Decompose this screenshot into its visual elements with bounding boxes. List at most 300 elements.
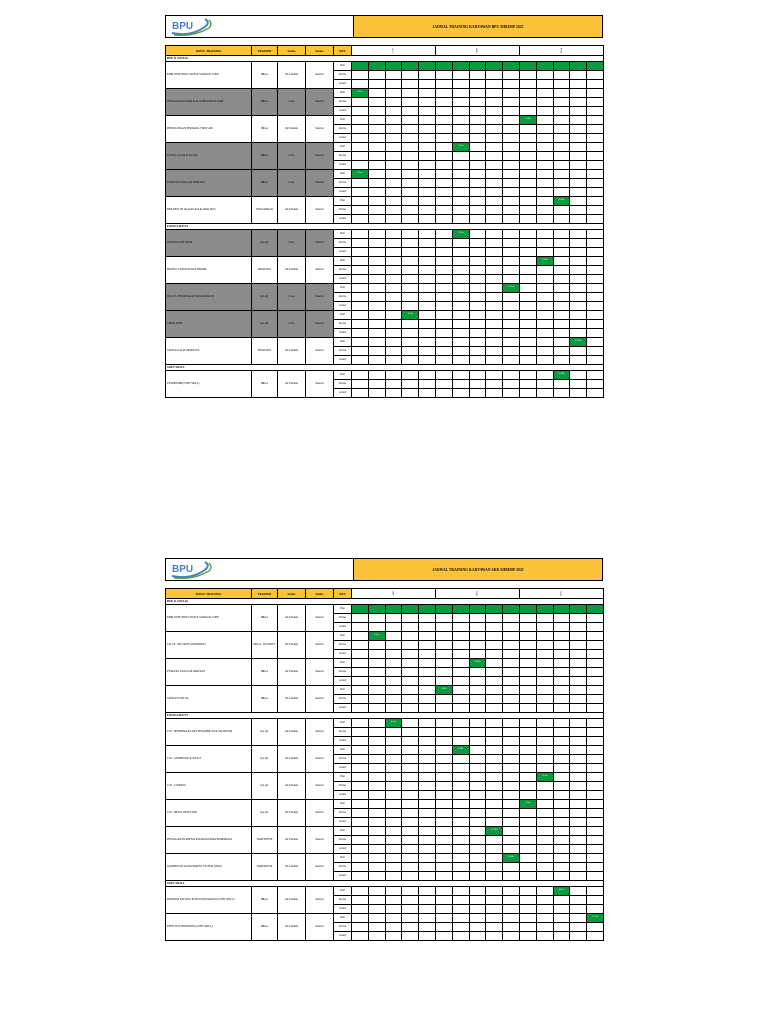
week-cell — [536, 923, 553, 932]
week-cell — [520, 914, 537, 923]
week-cell — [385, 116, 402, 125]
week-cell — [553, 71, 570, 80]
week-cell — [469, 284, 486, 293]
week-cell — [419, 347, 436, 356]
ket-cell: Revise — [334, 695, 352, 704]
week-cell — [469, 737, 486, 746]
week-cell — [352, 614, 369, 623]
plan-marker: 27 Jun — [587, 914, 604, 923]
ket-cell: Actual — [334, 80, 352, 89]
week-cell — [352, 818, 369, 827]
week-cell — [486, 605, 503, 614]
schedule-sheet-1 — [165, 15, 603, 398]
week-cell — [536, 854, 553, 863]
week-cell — [503, 62, 520, 71]
week-cell — [435, 125, 452, 134]
week-cell — [520, 728, 537, 737]
week-cell — [570, 179, 587, 188]
week-cell — [469, 764, 486, 773]
week-cell — [503, 809, 520, 818]
week-cell — [419, 188, 436, 197]
week-cell — [368, 737, 385, 746]
week-cell — [536, 215, 553, 224]
week-cell — [402, 932, 419, 941]
week-cell — [536, 827, 553, 836]
week-cell — [520, 719, 537, 728]
ket-cell: Plan — [334, 719, 352, 728]
week-cell — [570, 650, 587, 659]
week-cell — [520, 872, 537, 881]
week-cell — [352, 872, 369, 881]
week-cell — [536, 659, 553, 668]
week-cell — [436, 668, 453, 677]
week-cell — [402, 887, 419, 896]
ket-cell: Plan — [334, 371, 352, 380]
ket-cell: Revise — [334, 782, 352, 791]
status-cell: Close — [278, 143, 306, 170]
week-cell — [587, 704, 604, 713]
week-cell — [469, 932, 486, 941]
week-cell — [536, 71, 553, 80]
week-cell — [402, 302, 419, 311]
week-cell — [553, 914, 570, 923]
week-cell — [452, 389, 469, 398]
week-cell — [570, 659, 587, 668]
ket-cell: Plan — [334, 170, 352, 179]
week-cell — [536, 686, 553, 695]
week-cell — [469, 791, 486, 800]
week-cell — [536, 872, 553, 881]
training-table — [165, 588, 604, 941]
week-cell — [570, 329, 587, 338]
week-cell — [368, 107, 385, 116]
week-cell — [402, 836, 419, 845]
week-cell — [419, 257, 436, 266]
week-cell — [469, 248, 486, 257]
week-cell — [553, 932, 570, 941]
week-cell — [368, 932, 385, 941]
week-cell — [503, 206, 520, 215]
week-cell — [419, 686, 436, 695]
week-cell — [452, 809, 469, 818]
week-cell — [469, 143, 486, 152]
plan-marker: 16 Apr — [385, 719, 402, 728]
week-cell — [452, 239, 469, 248]
week-cell — [503, 389, 520, 398]
table-row — [166, 914, 604, 923]
week-cell — [570, 923, 587, 932]
week-cell — [519, 197, 536, 206]
status-cell: On Schedule — [278, 827, 306, 854]
week-cell — [452, 62, 469, 71]
week-cell — [352, 62, 369, 71]
week-cell — [486, 230, 503, 239]
week-cell — [570, 98, 587, 107]
week-cell — [553, 338, 570, 347]
week-cell — [452, 641, 469, 650]
week-cell — [436, 773, 453, 782]
week-cell — [536, 905, 553, 914]
week-cell — [419, 215, 436, 224]
ket-cell: Plan — [334, 827, 352, 836]
week-cell — [419, 632, 436, 641]
week-cell — [452, 755, 469, 764]
ket-cell: Revise — [334, 98, 352, 107]
week-cell — [368, 143, 385, 152]
week-cell — [553, 293, 570, 302]
week-cell — [570, 827, 587, 836]
plan-marker: 14 Mei — [469, 659, 486, 668]
week-cell — [469, 347, 486, 356]
week-cell — [503, 605, 520, 614]
week-cell — [419, 89, 436, 98]
week-cell — [402, 872, 419, 881]
week-cell — [469, 188, 486, 197]
week-cell — [519, 134, 536, 143]
bpu-logo — [170, 18, 214, 36]
week-cell — [452, 284, 469, 293]
week-cell — [385, 932, 402, 941]
week-cell — [553, 800, 570, 809]
week-cell — [352, 116, 369, 125]
week-cell — [419, 854, 436, 863]
week-cell — [486, 170, 503, 179]
week-cell — [486, 356, 503, 365]
week-cell — [385, 134, 402, 143]
week-cell — [553, 170, 570, 179]
week-cell — [402, 116, 419, 125]
week-cell — [436, 728, 453, 737]
week-cell — [419, 650, 436, 659]
plan-marker: 8 Mei — [452, 746, 469, 755]
week-cell — [419, 311, 436, 320]
trainer-cell: QA-QC — [252, 773, 278, 800]
week-cell — [553, 632, 570, 641]
week-cell — [452, 896, 469, 905]
week-cell — [385, 188, 402, 197]
week-cell — [368, 923, 385, 932]
week-cell — [435, 62, 452, 71]
week-cell — [536, 695, 553, 704]
status-cell: On Schedule — [278, 914, 306, 941]
week-cell — [452, 614, 469, 623]
week-cell — [587, 98, 604, 107]
week-cell — [436, 677, 453, 686]
week-cell — [452, 728, 469, 737]
week-cell — [385, 623, 402, 632]
week-cell — [402, 152, 419, 161]
week-cell — [587, 152, 604, 161]
week-cell — [587, 389, 604, 398]
week-cell — [503, 215, 520, 224]
week-cell — [352, 197, 369, 206]
week-cell — [519, 107, 536, 116]
week-cell — [469, 863, 486, 872]
week-cell — [519, 284, 536, 293]
week-cell — [419, 677, 436, 686]
week-cell — [368, 818, 385, 827]
week-cell — [419, 98, 436, 107]
table-row — [166, 371, 604, 380]
week-cell — [553, 143, 570, 152]
week-cell — [436, 923, 453, 932]
logo-box — [166, 559, 354, 580]
week-cell — [436, 695, 453, 704]
ket-cell: Revise — [334, 923, 352, 932]
week-cell — [385, 266, 402, 275]
ket-cell: Revise — [334, 71, 352, 80]
week-cell — [553, 248, 570, 257]
training-title: PYAKUAN TANGGAP DARURAT — [166, 659, 252, 686]
week-cell — [587, 134, 604, 143]
sheet-header — [165, 15, 603, 38]
week-cell — [368, 293, 385, 302]
week-cell — [503, 188, 520, 197]
trainer-cell: HRGA - SECURITY — [252, 632, 278, 659]
week-cell — [368, 371, 385, 380]
week-cell — [435, 302, 452, 311]
week-cell — [452, 686, 469, 695]
week-cell — [402, 134, 419, 143]
sheet-header — [165, 558, 603, 581]
week-cell — [452, 311, 469, 320]
week-cell — [570, 677, 587, 686]
week-cell — [486, 863, 503, 872]
status-cell: Close — [278, 311, 306, 338]
week-cell — [503, 632, 520, 641]
week-cell — [587, 872, 604, 881]
ket-cell: Revise — [334, 179, 352, 188]
week-cell — [436, 746, 453, 755]
week-cell — [368, 914, 385, 923]
week-cell — [553, 791, 570, 800]
status-cell: On Schedule — [278, 773, 306, 800]
week-cell — [503, 887, 520, 896]
week-cell — [435, 239, 452, 248]
week-cell — [352, 632, 369, 641]
week-cell — [435, 284, 452, 293]
week-cell — [385, 80, 402, 89]
week-cell — [402, 320, 419, 329]
ket-cell: Plan — [334, 746, 352, 755]
week-cell — [452, 704, 469, 713]
week-cell — [469, 266, 486, 275]
week-cell — [436, 764, 453, 773]
week-cell — [503, 197, 520, 206]
week-cell — [452, 668, 469, 677]
training-title: CCP - METAL DETECTOR — [166, 800, 252, 827]
week-cell — [402, 347, 419, 356]
table-row — [166, 854, 604, 863]
column-header-status: Status — [278, 589, 306, 599]
week-cell — [469, 161, 486, 170]
week-cell — [402, 197, 419, 206]
sheet-title: JADWAL TRAINING KARYAWAN SKR SHRIMP 2025 — [354, 559, 602, 580]
week-cell — [452, 98, 469, 107]
week-cell — [486, 686, 503, 695]
week-cell — [503, 338, 520, 347]
week-cell — [520, 782, 537, 791]
table-row — [166, 719, 604, 728]
week-cell — [587, 239, 604, 248]
week-cell — [519, 389, 536, 398]
ket-cell: Plan — [334, 62, 352, 71]
week-cell — [385, 659, 402, 668]
table-row — [166, 257, 604, 266]
week-cell — [503, 746, 520, 755]
week-cell — [352, 746, 369, 755]
week-cell — [469, 329, 486, 338]
week-cell — [587, 887, 604, 896]
week-cell — [486, 800, 503, 809]
week-cell — [385, 914, 402, 923]
month-header — [436, 589, 520, 599]
week-cell — [352, 275, 369, 284]
week-cell — [352, 98, 369, 107]
week-cell — [402, 188, 419, 197]
week-cell — [402, 215, 419, 224]
week-cell — [352, 239, 369, 248]
week-cell — [587, 719, 604, 728]
week-cell — [486, 641, 503, 650]
week-cell — [553, 863, 570, 872]
week-cell — [520, 677, 537, 686]
week-cell — [503, 719, 520, 728]
week-cell — [520, 668, 537, 677]
week-cell — [587, 356, 604, 365]
week-cell — [587, 248, 604, 257]
week-cell — [570, 266, 587, 275]
week-cell — [419, 302, 436, 311]
week-cell — [452, 737, 469, 746]
status-type-cell: Internal — [306, 197, 334, 224]
week-cell — [503, 161, 520, 170]
week-cell — [452, 161, 469, 170]
week-cell — [553, 650, 570, 659]
week-cell — [587, 215, 604, 224]
week-cell — [419, 905, 436, 914]
week-cell — [520, 686, 537, 695]
week-cell — [402, 380, 419, 389]
ket-cell: Revise — [334, 836, 352, 845]
week-cell — [486, 116, 503, 125]
week-cell — [536, 623, 553, 632]
week-cell — [452, 914, 469, 923]
week-cell — [419, 80, 436, 89]
week-cell — [469, 302, 486, 311]
status-cell: On Schedule — [278, 116, 306, 143]
week-cell — [435, 230, 452, 239]
status-type-cell: Internal — [306, 143, 334, 170]
week-cell — [385, 836, 402, 845]
week-cell — [368, 605, 385, 614]
ket-cell: Plan — [334, 311, 352, 320]
column-header-ket: KET — [334, 589, 352, 599]
week-cell — [469, 338, 486, 347]
week-cell — [570, 791, 587, 800]
week-cell — [469, 650, 486, 659]
plan-marker: 28 Jan — [402, 311, 419, 320]
week-cell — [419, 356, 436, 365]
week-cell — [402, 356, 419, 365]
week-cell — [570, 161, 587, 170]
week-cell — [503, 737, 520, 746]
week-cell — [419, 614, 436, 623]
week-cell — [486, 320, 503, 329]
week-cell — [570, 614, 587, 623]
week-cell — [419, 827, 436, 836]
category-label: SOFT SKILL — [166, 881, 278, 887]
week-cell — [469, 389, 486, 398]
status-type-cell: Internal — [306, 659, 334, 686]
week-cell — [587, 827, 604, 836]
week-cell — [402, 728, 419, 737]
week-cell — [587, 923, 604, 932]
week-cell — [469, 641, 486, 650]
week-cell — [385, 329, 402, 338]
week-cell — [486, 338, 503, 347]
ket-cell: Actual — [334, 275, 352, 284]
week-cell — [452, 107, 469, 116]
week-cell — [385, 371, 402, 380]
week-cell — [419, 845, 436, 854]
week-cell — [352, 887, 369, 896]
week-cell — [352, 695, 369, 704]
week-cell — [385, 347, 402, 356]
week-cell — [368, 695, 385, 704]
week-cell — [553, 284, 570, 293]
week-cell — [570, 371, 587, 380]
week-cell — [503, 896, 520, 905]
week-cell — [570, 275, 587, 284]
status-type-cell: Internal — [306, 719, 334, 746]
week-cell — [419, 293, 436, 302]
week-cell — [553, 809, 570, 818]
week-cell — [352, 248, 369, 257]
week-cell — [536, 668, 553, 677]
week-cell — [553, 905, 570, 914]
week-cell — [352, 179, 369, 188]
week-cell — [368, 728, 385, 737]
week-cell — [352, 914, 369, 923]
week-cell — [352, 809, 369, 818]
table-row — [166, 887, 604, 896]
week-cell — [452, 80, 469, 89]
week-cell — [368, 659, 385, 668]
week-cell — [368, 356, 385, 365]
week-cell — [436, 872, 453, 881]
week-cell — [352, 641, 369, 650]
week-cell — [435, 389, 452, 398]
week-cell — [536, 719, 553, 728]
week-cell — [368, 161, 385, 170]
week-cell — [368, 755, 385, 764]
training-title: GMP & SSOP — [166, 311, 252, 338]
week-cell — [587, 695, 604, 704]
week-cell — [352, 206, 369, 215]
week-cell — [536, 737, 553, 746]
week-cell — [402, 179, 419, 188]
week-cell — [385, 905, 402, 914]
week-cell — [503, 764, 520, 773]
week-cell — [520, 614, 537, 623]
week-cell — [536, 107, 553, 116]
week-cell — [553, 230, 570, 239]
week-cell — [587, 320, 604, 329]
week-cell — [385, 854, 402, 863]
week-cell — [368, 152, 385, 161]
week-cell — [435, 80, 452, 89]
